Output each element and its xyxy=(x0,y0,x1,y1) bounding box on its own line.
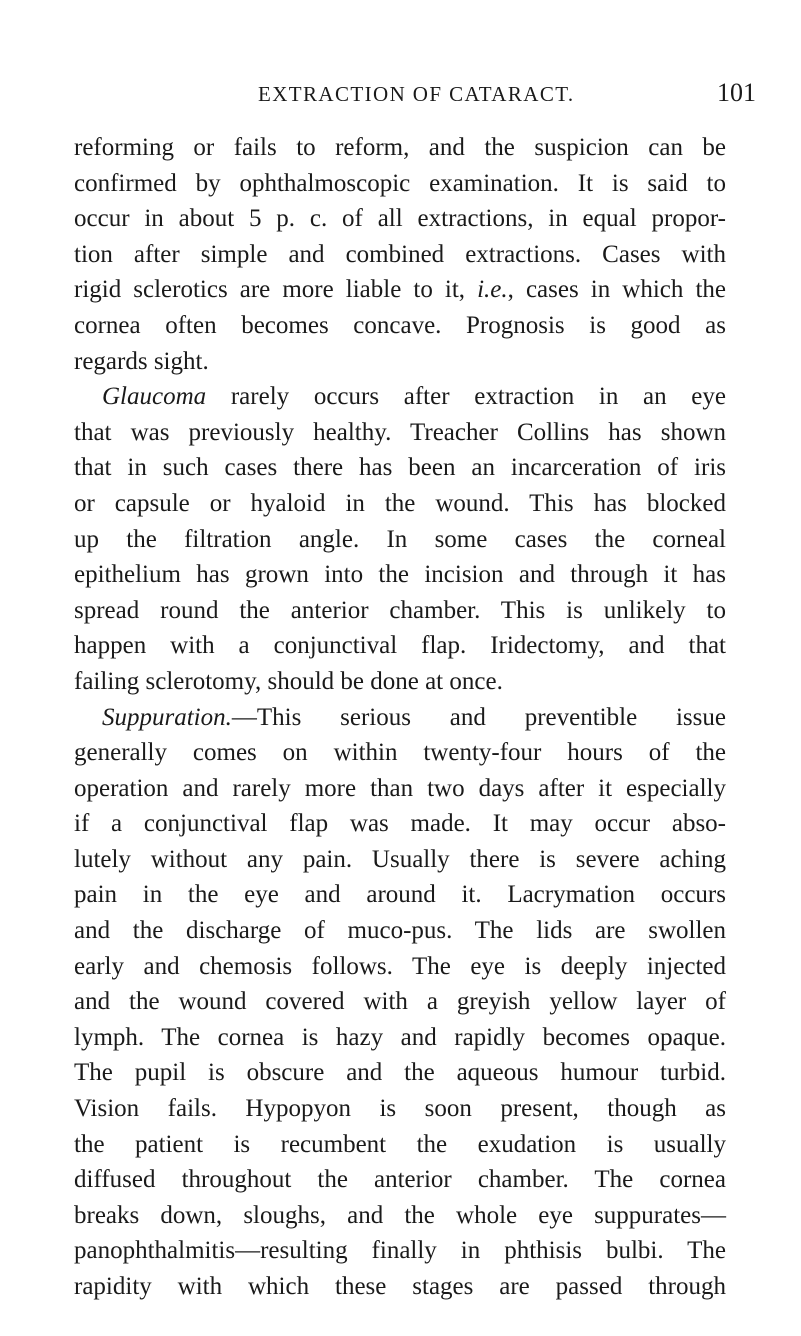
text-line: Vision fails. Hypopyon is soon present, though as xyxy=(74,1095,726,1123)
text-line: if a conjunctival flap was made. It may occur abso- xyxy=(74,810,726,838)
text-line: rigid sclerotics are more liable to it, i.e., cases in which the xyxy=(74,276,726,304)
page-number: 101 xyxy=(717,78,756,107)
text-line: regards sight. xyxy=(74,347,209,375)
text-line: Suppuration.—This serious and preventible issue xyxy=(102,703,726,731)
text-line: failing sclerotomy, should be done at once. xyxy=(74,667,503,695)
text-line: up the filtration angle. In some cases the corneal xyxy=(74,525,726,553)
text-line: Glaucoma rarely occurs after extraction in an eye xyxy=(102,383,726,411)
text-line: occur in about 5 p. c. of all extractions, in equal propor- xyxy=(74,205,726,233)
text-line: diffused throughout the anterior chamber. The cornea xyxy=(74,1166,726,1194)
text-line: confirmed by ophthalmoscopic examination. It is said to xyxy=(74,169,726,197)
text-line: rapidity with which these stages are passed through xyxy=(74,1273,726,1300)
text-line: or capsule or hyaloid in the wound. This has blocked xyxy=(74,489,726,517)
text-line: The pupil is obscure and the aqueous humour turbid. xyxy=(74,1059,726,1087)
text-line: generally comes on within twenty-four hours of the xyxy=(74,739,726,767)
section-heading-glaucoma: Glaucoma xyxy=(102,383,207,411)
text-line: lutely without any pain. Usually there is severe aching xyxy=(74,845,726,873)
text-line: spread round the anterior chamber. This is unlikely to xyxy=(74,596,726,624)
text-line: breaks down, sloughs, and the whole eye suppurates— xyxy=(74,1201,726,1229)
text-line: lymph. The cornea is hazy and rapidly becomes opaque. xyxy=(74,1023,726,1051)
text-line: that was previously healthy. Treacher Collins has shown xyxy=(74,418,726,446)
text-line: reforming or fails to reform, and the suspicion can be xyxy=(74,134,726,161)
text-line: cornea often becomes concave. Prognosis is good as xyxy=(74,311,726,339)
section-heading-suppuration: Suppuration. xyxy=(102,703,232,731)
text-line: that in such cases there has been an incarceration of iris xyxy=(74,454,726,482)
text-line: tion after simple and combined extractions. Cases with xyxy=(74,240,726,268)
text-line: operation and rarely more than two days after it especially xyxy=(74,774,726,802)
text-line: and the wound covered with a greyish yellow layer of xyxy=(74,988,726,1016)
text-line: happen with a conjunctival flap. Iridectomy, and that xyxy=(74,632,726,660)
body-text xyxy=(74,130,726,1305)
text-line: early and chemosis follows. The eye is deeply injected xyxy=(74,952,726,980)
text-line: and the discharge of muco-pus. The lids are swollen xyxy=(74,917,726,945)
text-line: panophthalmitis—resulting finally in phthisis bulbi. The xyxy=(74,1237,726,1265)
text-line: the patient is recumbent the exudation is usually xyxy=(74,1130,726,1158)
text-line: epithelium has grown into the incision and through it has xyxy=(74,561,726,589)
text-line: pain in the eye and around it. Lacrymation occurs xyxy=(74,881,726,909)
running-head: EXTRACTION OF CATARACT. xyxy=(258,82,575,106)
